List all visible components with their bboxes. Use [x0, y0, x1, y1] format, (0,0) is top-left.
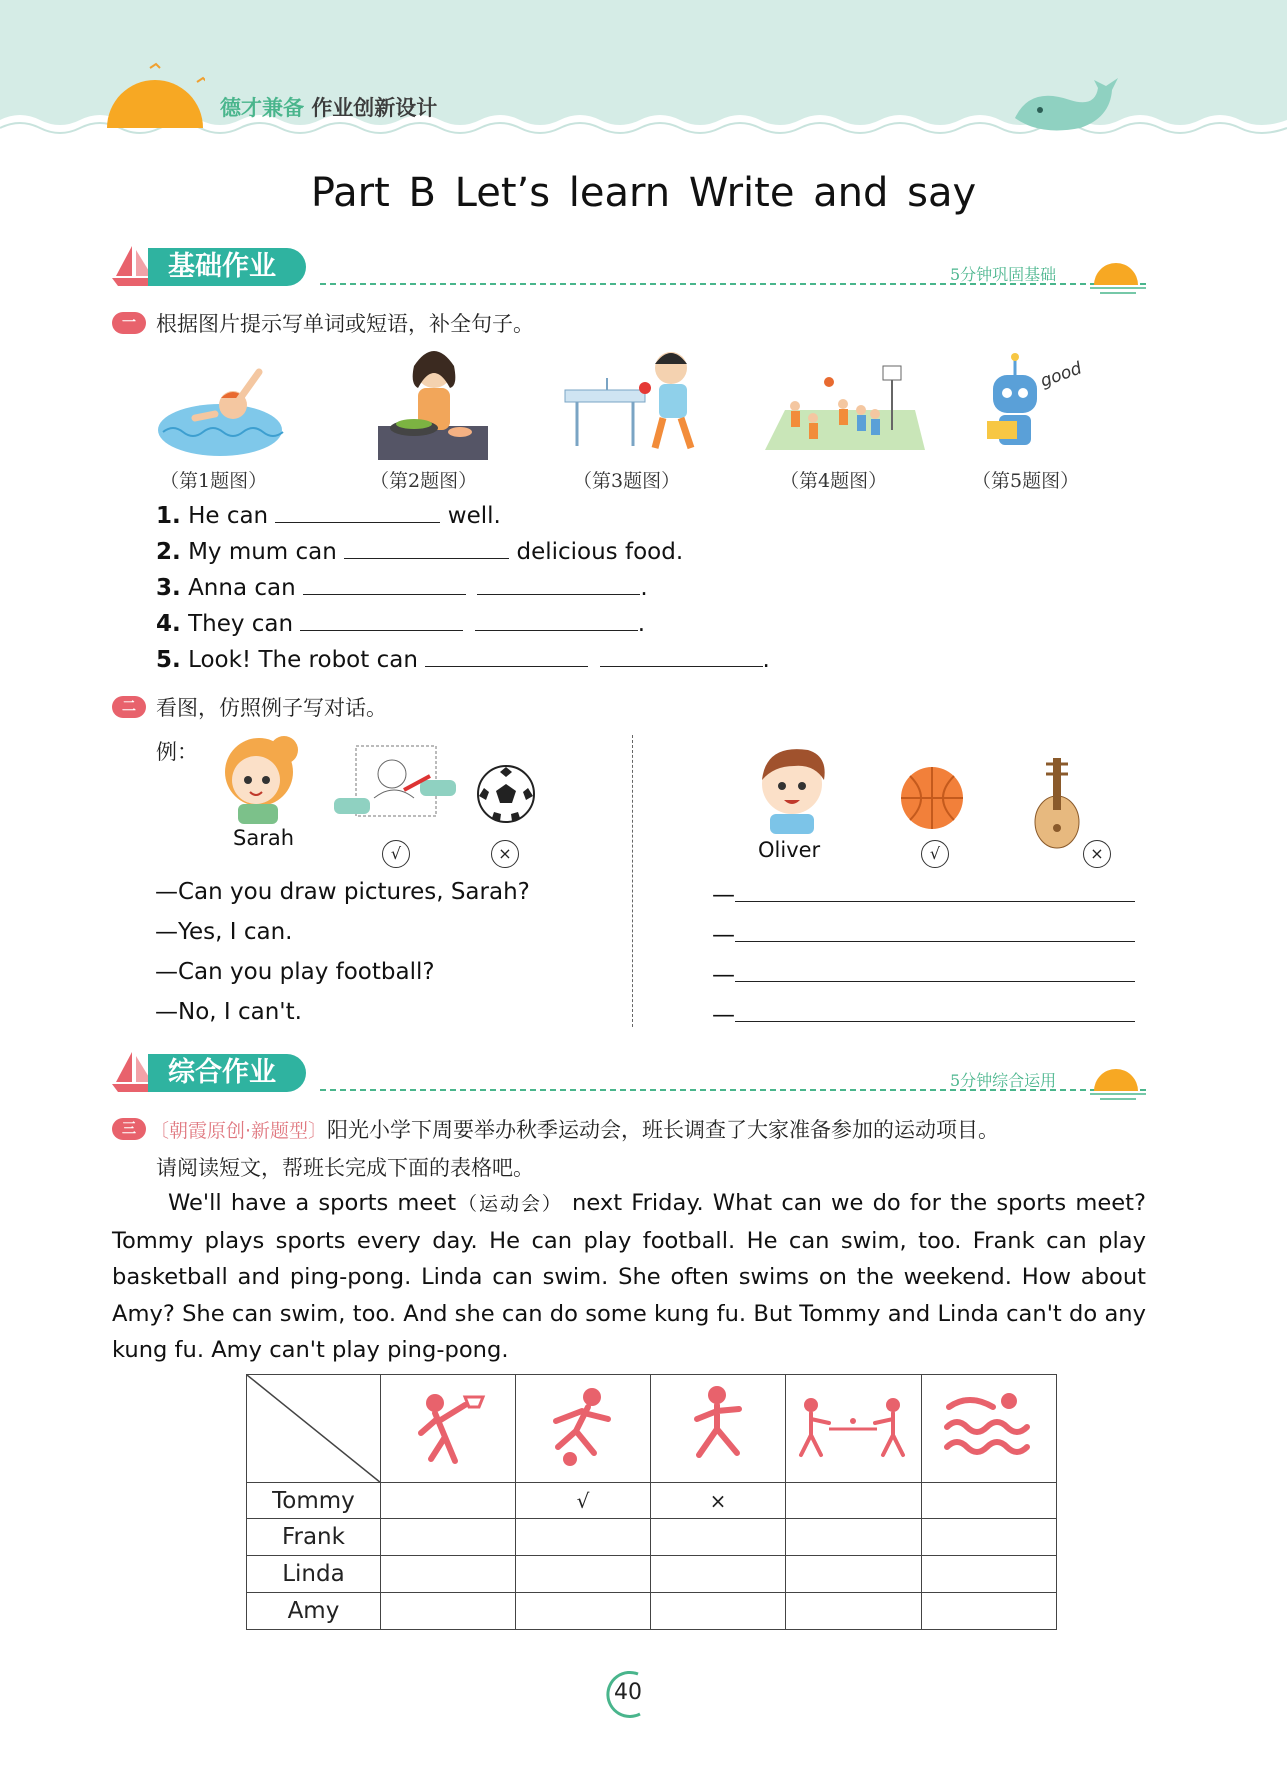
brand-name: 德才兼备 — [220, 96, 304, 120]
sports-table — [246, 1374, 1057, 1630]
answer-line-4 — [712, 999, 1135, 1028]
cross-mark-circle: × — [491, 840, 519, 868]
kung-fu-header-cell — [651, 1375, 786, 1483]
answer-blank[interactable] — [735, 919, 1135, 942]
q1-badge: 一 — [112, 312, 146, 334]
item-after: . — [762, 647, 770, 673]
passage-part-2: next Friday. What can we do for the sports meet? Tommy plays sports every day. He can play football. He can swim, too. Frank can play basketball and ping-pong. Linda can swim. She often swims on the weekend. How about Amy? She can swim, too. And she can do some kung fu. But Tommy and Linda can't do any kung fu. Amy can't play ping-pong. — [112, 1190, 1146, 1363]
page-title: Part B Let’s learn Write and say — [310, 170, 977, 216]
q1-item-1 — [156, 500, 501, 529]
answer-cell[interactable] — [380, 1593, 515, 1630]
answer-cell[interactable] — [921, 1483, 1056, 1519]
q3-instruction: 阳光小学下周要举办秋季运动会，班长调查了大家准备参加的运动项目。 — [327, 1118, 1000, 1142]
q1-item-5 — [156, 644, 770, 673]
row-name-cell: Amy — [247, 1593, 381, 1630]
caption-1: （第1题图） — [160, 470, 268, 492]
dash: — — [712, 922, 735, 948]
pipa-picture — [1030, 752, 1084, 852]
table-row — [247, 1519, 1057, 1556]
answer-cell[interactable] — [380, 1556, 515, 1593]
q3-instruction-line-1 — [150, 1114, 1150, 1144]
dash: — — [712, 882, 735, 908]
item-before: Look! The robot can — [188, 647, 418, 673]
answer-cell[interactable] — [921, 1593, 1056, 1630]
answer-cell[interactable] — [380, 1483, 515, 1519]
q3-badge: 三 — [112, 1118, 146, 1140]
reading-passage — [112, 1185, 1146, 1369]
basketball-picture — [898, 764, 966, 832]
answer-cell[interactable]: √ — [515, 1483, 650, 1519]
answer-blank[interactable] — [275, 500, 440, 523]
caption-4: （第4题图） — [780, 470, 888, 492]
football-header-cell — [515, 1375, 650, 1483]
ping-pong-sport-icon — [793, 1381, 913, 1471]
answer-blank[interactable] — [735, 959, 1135, 982]
football-picture — [476, 764, 536, 824]
cross-mark-circle: × — [1083, 840, 1111, 868]
swimming-sport-icon — [939, 1381, 1039, 1471]
caption-5: （第5题图） — [972, 470, 1080, 492]
item-after: delicious food. — [516, 539, 684, 565]
answer-cell[interactable] — [921, 1519, 1056, 1556]
section-comp-label: 综合作业 — [148, 1054, 306, 1092]
answer-line-3 — [712, 959, 1135, 988]
answer-cell[interactable] — [651, 1556, 786, 1593]
answer-cell[interactable] — [786, 1483, 922, 1519]
basketball-sport-icon — [403, 1381, 493, 1471]
swimming-picture — [155, 360, 285, 460]
table-row — [247, 1483, 1057, 1519]
answer-blank[interactable] — [300, 608, 463, 631]
sarah-picture — [214, 728, 304, 824]
column-divider — [632, 735, 633, 1027]
small-sun-icon — [1090, 255, 1146, 295]
page-number: 40 — [614, 1680, 642, 1705]
passage-part-1: We'll have a sports meet — [168, 1190, 457, 1216]
answer-cell[interactable] — [786, 1593, 922, 1630]
oliver-picture — [750, 740, 834, 834]
item-before: Anna can — [188, 575, 296, 601]
answer-blank[interactable] — [735, 879, 1135, 902]
children-playing-picture — [765, 360, 925, 460]
sarah-name: Sarah — [233, 826, 295, 850]
item-number: 2. — [156, 539, 181, 565]
q1-item-3 — [156, 572, 648, 601]
item-after: well. — [447, 503, 501, 529]
answer-cell[interactable] — [651, 1519, 786, 1556]
answer-cell[interactable] — [515, 1519, 650, 1556]
answer-cell[interactable] — [515, 1593, 650, 1630]
item-number: 5. — [156, 647, 181, 673]
table-header-row — [247, 1375, 1057, 1483]
brand-subtitle: 作业创新设计 — [311, 96, 438, 120]
robot-picture — [985, 345, 1095, 455]
example-dialogue-line-3: —Can you play football? — [155, 959, 435, 985]
section-basic-tag: 5分钟巩固基础 — [950, 265, 1057, 284]
row-name-cell: Frank — [247, 1519, 381, 1556]
item-number: 1. — [156, 503, 181, 529]
small-sun-icon — [1090, 1061, 1146, 1101]
answer-blank[interactable] — [475, 608, 638, 631]
answer-cell[interactable] — [786, 1519, 922, 1556]
q2-instruction: 看图，仿照例子写对话。 — [156, 696, 387, 720]
answer-blank[interactable] — [303, 572, 466, 595]
answer-blank[interactable] — [600, 644, 763, 667]
item-before: They can — [188, 611, 294, 637]
answer-blank[interactable] — [425, 644, 588, 667]
item-before: My mum can — [188, 539, 337, 565]
q1-item-2 — [156, 536, 683, 565]
answer-cell[interactable]: × — [651, 1483, 786, 1519]
item-after: . — [637, 611, 646, 637]
football-sport-icon — [538, 1381, 628, 1471]
ping-pong-picture — [563, 348, 713, 458]
item-after: . — [640, 575, 648, 601]
drawing-picture — [334, 740, 460, 830]
answer-blank[interactable] — [344, 536, 509, 559]
row-name-cell: Linda — [247, 1556, 381, 1593]
caption-3: （第3题图） — [573, 470, 681, 492]
q3-source: 〔朝霞原创·新题型〕 — [150, 1120, 328, 1142]
answer-cell[interactable] — [786, 1556, 922, 1593]
example-label: 例： — [156, 740, 198, 764]
answer-line-2 — [712, 919, 1135, 948]
row-name-cell: Tommy — [247, 1483, 381, 1519]
answer-cell[interactable] — [515, 1556, 650, 1593]
table-corner-cell — [247, 1375, 381, 1483]
answer-line-1 — [712, 879, 1135, 908]
answer-cell[interactable] — [921, 1556, 1056, 1593]
sun-icon — [105, 60, 205, 130]
item-number: 3. — [156, 575, 181, 601]
good-text: good — [1037, 358, 1085, 392]
check-mark-circle: √ — [382, 840, 410, 868]
table-row — [247, 1593, 1057, 1630]
oliver-name: Oliver — [758, 838, 821, 862]
basketball-header-cell — [380, 1375, 515, 1483]
example-dialogue-line-4: —No, I can't. — [155, 999, 302, 1025]
ping-pong-header-cell — [786, 1375, 922, 1483]
caption-2: （第2题图） — [370, 470, 478, 492]
section-basic-label: 基础作业 — [148, 248, 306, 286]
whale-icon — [1010, 78, 1120, 136]
item-before: He can — [188, 503, 269, 529]
example-dialogue-line-1: —Can you draw pictures, Sarah? — [155, 879, 530, 905]
section-comp-tag: 5分钟综合运用 — [950, 1071, 1057, 1090]
dash: — — [712, 962, 735, 988]
q2-badge: 二 — [112, 696, 146, 718]
answer-blank[interactable] — [735, 999, 1135, 1022]
cooking-picture — [378, 348, 488, 460]
table-row — [247, 1556, 1057, 1593]
example-dialogue-line-2: —Yes, I can. — [155, 919, 293, 945]
passage-gloss: （运动会） — [456, 1193, 563, 1215]
diagonal-line — [247, 1375, 381, 1483]
answer-cell[interactable] — [380, 1519, 515, 1556]
item-number: 4. — [156, 611, 181, 637]
dash: — — [712, 1002, 735, 1028]
brand — [220, 92, 437, 122]
q1-item-4 — [156, 608, 645, 637]
kung-fu-sport-icon — [673, 1381, 763, 1471]
answer-blank[interactable] — [477, 572, 640, 595]
answer-cell[interactable] — [651, 1593, 786, 1630]
q1-instruction: 根据图片提示写单词或短语，补全句子。 — [156, 312, 534, 336]
q3-instruction-line-2: 请阅读短文，帮班长完成下面的表格吧。 — [156, 1156, 534, 1180]
check-mark-circle: √ — [921, 840, 949, 868]
swimming-header-cell — [921, 1375, 1056, 1483]
